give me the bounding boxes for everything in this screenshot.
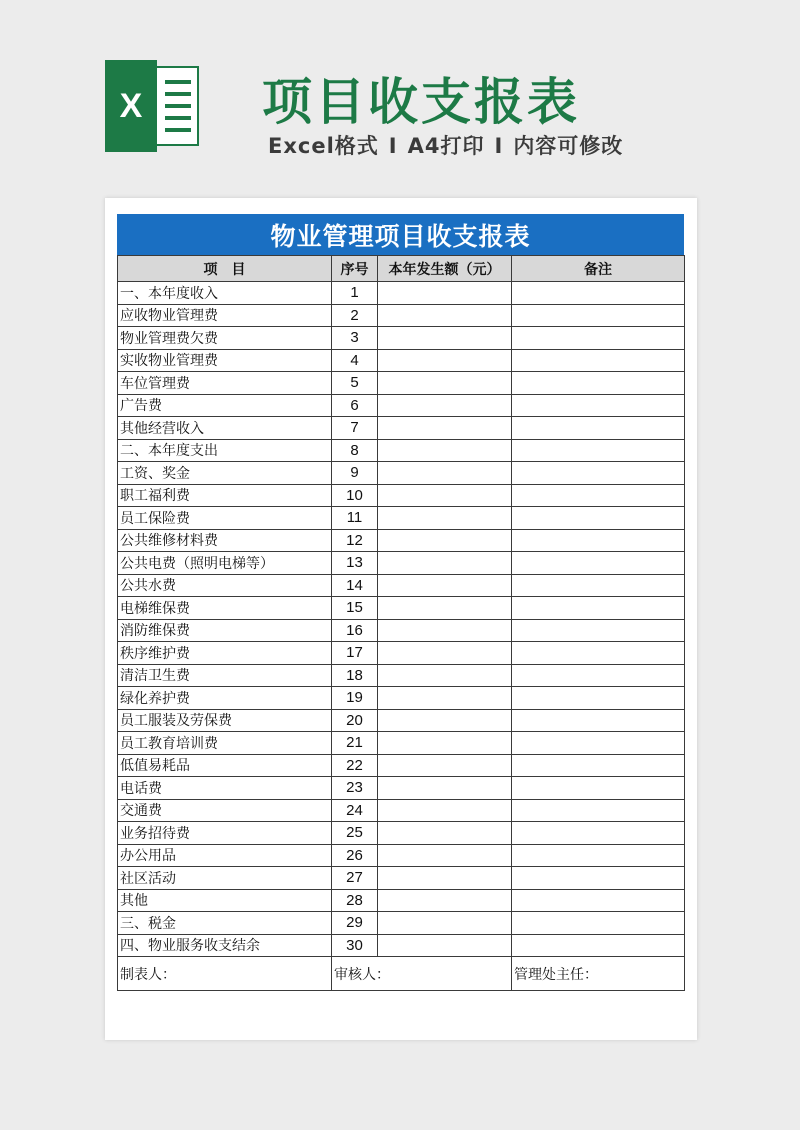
amount-cell[interactable] [378,462,512,485]
item-name-cell[interactable]: 应收物业管理费 [118,304,332,327]
amount-cell[interactable] [378,822,512,845]
item-number-cell[interactable]: 3 [332,327,378,350]
header-remark: 备注 [512,256,685,282]
signature-row [118,957,685,991]
excel-logo-icon [105,60,201,152]
amount-cell[interactable] [378,574,512,597]
table-row [118,889,685,912]
item-number-cell[interactable]: 4 [332,349,378,372]
remark-cell[interactable] [512,349,685,372]
amount-cell[interactable] [378,867,512,890]
amount-cell[interactable] [378,664,512,687]
item-name-cell[interactable]: 绿化养护费 [118,687,332,710]
table-row [118,867,685,890]
item-number-cell[interactable]: 2 [332,304,378,327]
item-number-cell[interactable]: 19 [332,687,378,710]
banner-subtitle [268,130,623,160]
banner [0,0,800,190]
remark-cell[interactable] [512,529,685,552]
amount-cell[interactable] [378,934,512,957]
amount-cell[interactable] [378,754,512,777]
item-number-cell[interactable]: 20 [332,709,378,732]
item-number-cell[interactable]: 25 [332,822,378,845]
table-row [118,597,685,620]
item-number-cell[interactable]: 29 [332,912,378,935]
table-row [118,619,685,642]
item-name-cell[interactable]: 办公用品 [118,844,332,867]
remark-cell[interactable] [512,552,685,575]
item-name-cell[interactable]: 电梯维保费 [118,597,332,620]
amount-cell[interactable] [378,844,512,867]
subtitle-separator: I [388,134,398,158]
item-name-cell[interactable]: 公共维修材料费 [118,529,332,552]
item-name-cell[interactable]: 一、本年度收入 [118,282,332,305]
item-name-cell[interactable]: 员工教育培训费 [118,732,332,755]
header-amount: 本年发生额（元） [378,256,512,282]
item-name-cell[interactable]: 其他 [118,889,332,912]
item-name-cell[interactable]: 其他经营收入 [118,417,332,440]
item-number-cell[interactable]: 13 [332,552,378,575]
item-name-cell[interactable]: 物业管理费欠费 [118,327,332,350]
amount-cell[interactable] [378,304,512,327]
spreadsheet-page [105,198,697,1040]
table-row [118,507,685,530]
item-number-cell[interactable]: 11 [332,507,378,530]
amount-cell[interactable] [378,327,512,350]
amount-cell[interactable] [378,777,512,800]
reviewer-label: 审核人： [332,957,512,991]
amount-cell[interactable] [378,732,512,755]
remark-cell[interactable] [512,709,685,732]
subtitle-part: Excel格式 [268,134,379,158]
remark-cell[interactable] [512,597,685,620]
amount-cell[interactable] [378,619,512,642]
remark-cell[interactable] [512,912,685,935]
item-name-cell[interactable]: 交通费 [118,799,332,822]
item-name-cell[interactable]: 车位管理费 [118,372,332,395]
logo-letter: X [105,60,157,152]
item-number-cell[interactable]: 24 [332,799,378,822]
remark-cell[interactable] [512,687,685,710]
director-label: 管理处主任： [512,957,685,991]
remark-cell[interactable] [512,822,685,845]
remark-cell[interactable] [512,934,685,957]
table-row [118,484,685,507]
item-name-cell[interactable]: 三、税金 [118,912,332,935]
table-row [118,934,685,957]
subtitle-separator: I [494,134,504,158]
item-name-cell[interactable]: 消防维保费 [118,619,332,642]
remark-cell[interactable] [512,327,685,350]
remark-cell[interactable] [512,619,685,642]
item-name-cell[interactable]: 员工保险费 [118,507,332,530]
amount-cell[interactable] [378,282,512,305]
remark-cell[interactable] [512,304,685,327]
subtitle-part: A4打印 [407,134,485,158]
table-row [118,664,685,687]
table-row [118,462,685,485]
remark-cell[interactable] [512,732,685,755]
header-item: 项 目 [118,256,332,282]
item-number-cell[interactable]: 15 [332,597,378,620]
table-row [118,349,685,372]
amount-cell[interactable] [378,799,512,822]
remark-cell[interactable] [512,282,685,305]
item-name-cell[interactable]: 秩序维护费 [118,642,332,665]
remark-cell[interactable] [512,507,685,530]
remark-cell[interactable] [512,574,685,597]
amount-cell[interactable] [378,372,512,395]
item-number-cell[interactable]: 21 [332,732,378,755]
remark-cell[interactable] [512,462,685,485]
item-name-cell[interactable]: 职工福利费 [118,484,332,507]
header-row [118,256,685,282]
header-no: 序号 [332,256,378,282]
amount-cell[interactable] [378,552,512,575]
item-number-cell[interactable]: 23 [332,777,378,800]
table-row [118,687,685,710]
amount-cell[interactable] [378,417,512,440]
table-row [118,912,685,935]
item-number-cell[interactable]: 8 [332,439,378,462]
table-row [118,372,685,395]
item-number-cell[interactable]: 5 [332,372,378,395]
item-number-cell[interactable]: 6 [332,394,378,417]
banner-title: 项目收支报表 [262,73,580,131]
item-name-cell[interactable]: 广告费 [118,394,332,417]
item-number-cell[interactable]: 7 [332,417,378,440]
item-number-cell[interactable]: 14 [332,574,378,597]
remark-cell[interactable] [512,664,685,687]
amount-cell[interactable] [378,912,512,935]
remark-cell[interactable] [512,867,685,890]
remark-cell[interactable] [512,799,685,822]
table-row [118,552,685,575]
item-name-cell[interactable]: 员工服装及劳保费 [118,709,332,732]
table-row [118,642,685,665]
remark-cell[interactable] [512,777,685,800]
amount-cell[interactable] [378,484,512,507]
remark-cell[interactable] [512,394,685,417]
sheet-title: 物业管理项目收支报表 [117,214,684,255]
item-name-cell[interactable]: 公共电费（照明电梯等） [118,552,332,575]
amount-cell[interactable] [378,687,512,710]
item-number-cell[interactable]: 10 [332,484,378,507]
table-row [118,529,685,552]
amount-cell[interactable] [378,507,512,530]
table-row [118,417,685,440]
remark-cell[interactable] [512,417,685,440]
item-name-cell[interactable]: 四、物业服务收支结余 [118,934,332,957]
remark-cell[interactable] [512,844,685,867]
table-row [118,777,685,800]
item-name-cell[interactable]: 二、本年度支出 [118,439,332,462]
table-row [118,732,685,755]
table-row [118,822,685,845]
table-row [118,439,685,462]
table-row [118,282,685,305]
amount-cell[interactable] [378,889,512,912]
item-name-cell[interactable]: 清洁卫生费 [118,664,332,687]
item-number-cell[interactable]: 27 [332,867,378,890]
item-number-cell[interactable]: 26 [332,844,378,867]
item-name-cell[interactable]: 电话费 [118,777,332,800]
amount-cell[interactable] [378,439,512,462]
item-number-cell[interactable]: 12 [332,529,378,552]
amount-cell[interactable] [378,709,512,732]
table-row [118,754,685,777]
item-number-cell[interactable]: 1 [332,282,378,305]
amount-cell[interactable] [378,529,512,552]
item-number-cell[interactable]: 9 [332,462,378,485]
remark-cell[interactable] [512,439,685,462]
item-name-cell[interactable]: 工资、奖金 [118,462,332,485]
item-name-cell[interactable]: 公共水费 [118,574,332,597]
amount-cell[interactable] [378,394,512,417]
item-number-cell[interactable]: 22 [332,754,378,777]
amount-cell[interactable] [378,349,512,372]
report-table [117,255,685,991]
table-row [118,844,685,867]
table-row [118,327,685,350]
table-row [118,709,685,732]
table-row [118,799,685,822]
table-row [118,304,685,327]
item-number-cell[interactable]: 30 [332,934,378,957]
item-name-cell[interactable]: 低值易耗品 [118,754,332,777]
amount-cell[interactable] [378,642,512,665]
table-row [118,394,685,417]
remark-cell[interactable] [512,642,685,665]
remark-cell[interactable] [512,372,685,395]
item-number-cell[interactable]: 18 [332,664,378,687]
item-name-cell[interactable]: 实收物业管理费 [118,349,332,372]
item-number-cell[interactable]: 28 [332,889,378,912]
item-number-cell[interactable]: 16 [332,619,378,642]
item-name-cell[interactable]: 业务招待费 [118,822,332,845]
item-number-cell[interactable]: 17 [332,642,378,665]
item-name-cell[interactable]: 社区活动 [118,867,332,890]
table-row [118,574,685,597]
remark-cell[interactable] [512,754,685,777]
remark-cell[interactable] [512,484,685,507]
amount-cell[interactable] [378,597,512,620]
preparer-label: 制表人： [118,957,332,991]
remark-cell[interactable] [512,889,685,912]
subtitle-part: 内容可修改 [513,134,624,158]
